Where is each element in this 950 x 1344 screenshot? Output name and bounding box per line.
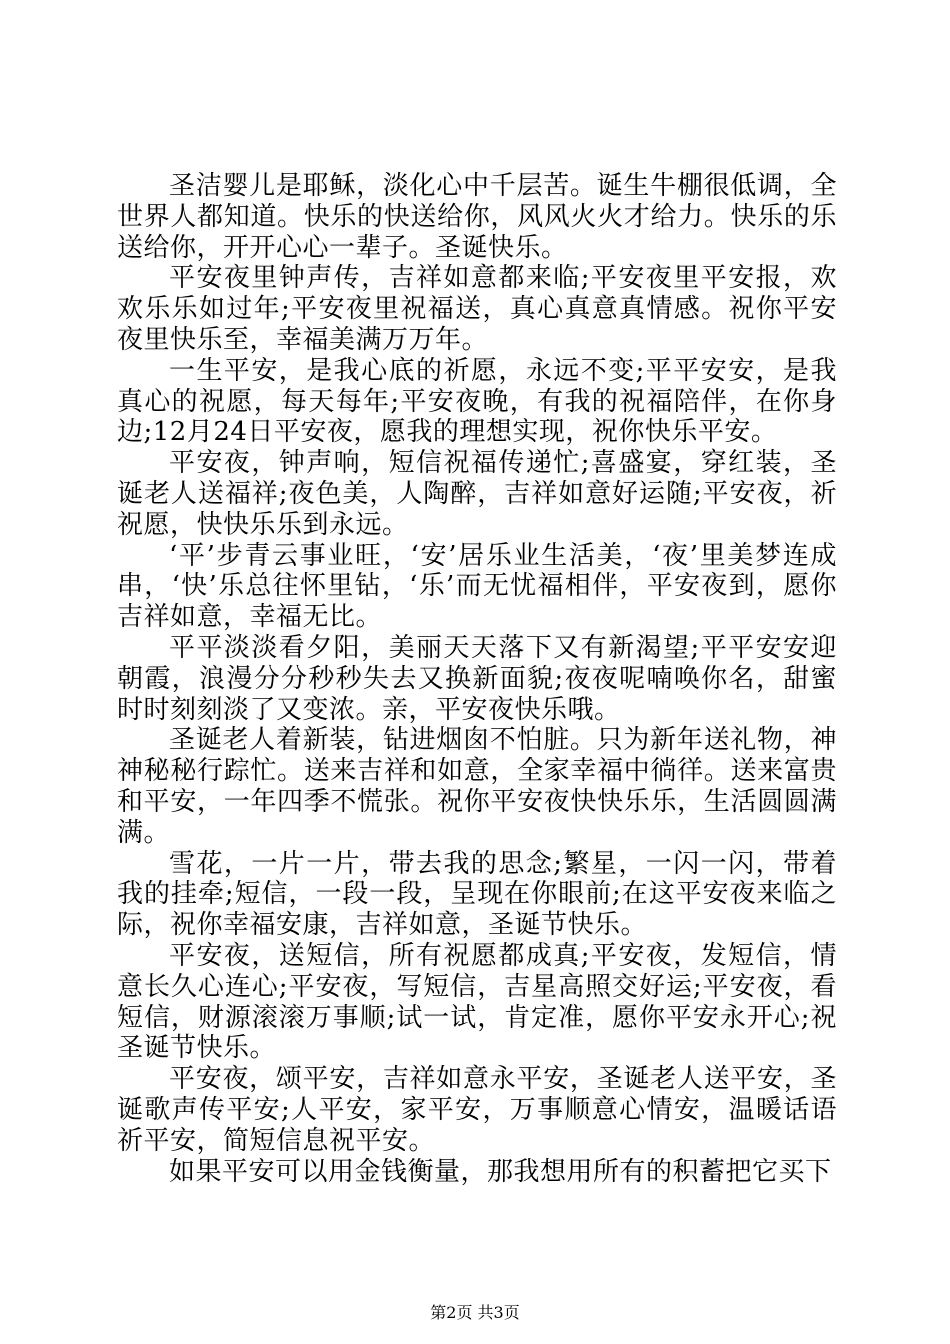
paragraph: 平安夜，送短信，所有祝愿都成真;平安夜，发短信，情意长久心连心;平安夜，写短信，吉星高照交好运;平安夜，看短信，财源滚滚万事顺;试一试，肯定准，愿你平安永开心;祝圣诞节快乐。 <box>117 940 837 1064</box>
paragraph: 平安夜里钟声传，吉祥如意都来临;平安夜里平安报，欢欢乐乐如过年;平安夜里祝福送，真心真意真情感。祝你平安夜里快乐至，幸福美满万万年。 <box>117 263 837 355</box>
paragraph: 平平淡淡看夕阳，美丽天天落下又有新渴望;平平安安迎朝霞，浪漫分分秒秒失去又换新面貌;夜夜呢喃唤你名，甜蜜时时刻刻淡了又变浓。亲，平安夜快乐哦。 <box>117 632 837 725</box>
document-body <box>117 171 837 1187</box>
paragraph: 一生平安，是我心底的祈愿，永远不变;平平安安，是我真心的祝愿，每天每年;平安夜晚，有我的祝福陪伴，在你身边;12月24日平安夜，愿我的理想实现，祝你快乐平安。 <box>117 355 837 448</box>
paragraph: 圣洁婴儿是耶稣，淡化心中千层苦。诞生牛棚很低调，全世界人都知道。快乐的快送给你，风风火火才给力。快乐的乐送给你，开开心心一辈子。圣诞快乐。 <box>117 171 837 263</box>
paragraph: 平安夜，颂平安，吉祥如意永平安，圣诞老人送平安，圣诞歌声传平安;人平安，家平安，万事顺意心情安，温暖话语祈平安，简短信息祝平安。 <box>117 1064 837 1156</box>
paragraph: 如果平安可以用金钱衡量，那我想用所有的积蓄把它买下 <box>169 1156 832 1187</box>
paragraph: 圣诞老人着新装，钻进烟囱不怕脏。只为新年送礼物，神神秘秘行踪忙。送来吉祥和如意，全家幸福中徜徉。送来富贵和平安，一年四季不慌张。祝你平安夜快快乐乐，生活圆圆满满。 <box>117 725 837 848</box>
paragraph: 雪花，一片一片，带去我的思念;繁星，一闪一闪，带着我的挂牵;短信，一段一段，呈现在你眼前;在这平安夜来临之际，祝你幸福安康，吉祥如意，圣诞节快乐。 <box>117 848 837 941</box>
page-number-footer: 第2页 共3页 <box>430 1303 520 1322</box>
paragraph: 平安夜，钟声响，短信祝福传递忙;喜盛宴，穿红装，圣诞老人送福祥;夜色美，人陶醉，吉祥如意好运随;平安夜，祈祝愿，快快乐乐到永远。 <box>117 448 837 540</box>
paragraph: ‘平’步青云事业旺，‘安’居乐业生活美，‘夜’里美梦连成串，‘快’乐总往怀里钻，‘乐’而无忧福相伴，平安夜到，愿你吉祥如意，幸福无比。 <box>117 540 837 633</box>
